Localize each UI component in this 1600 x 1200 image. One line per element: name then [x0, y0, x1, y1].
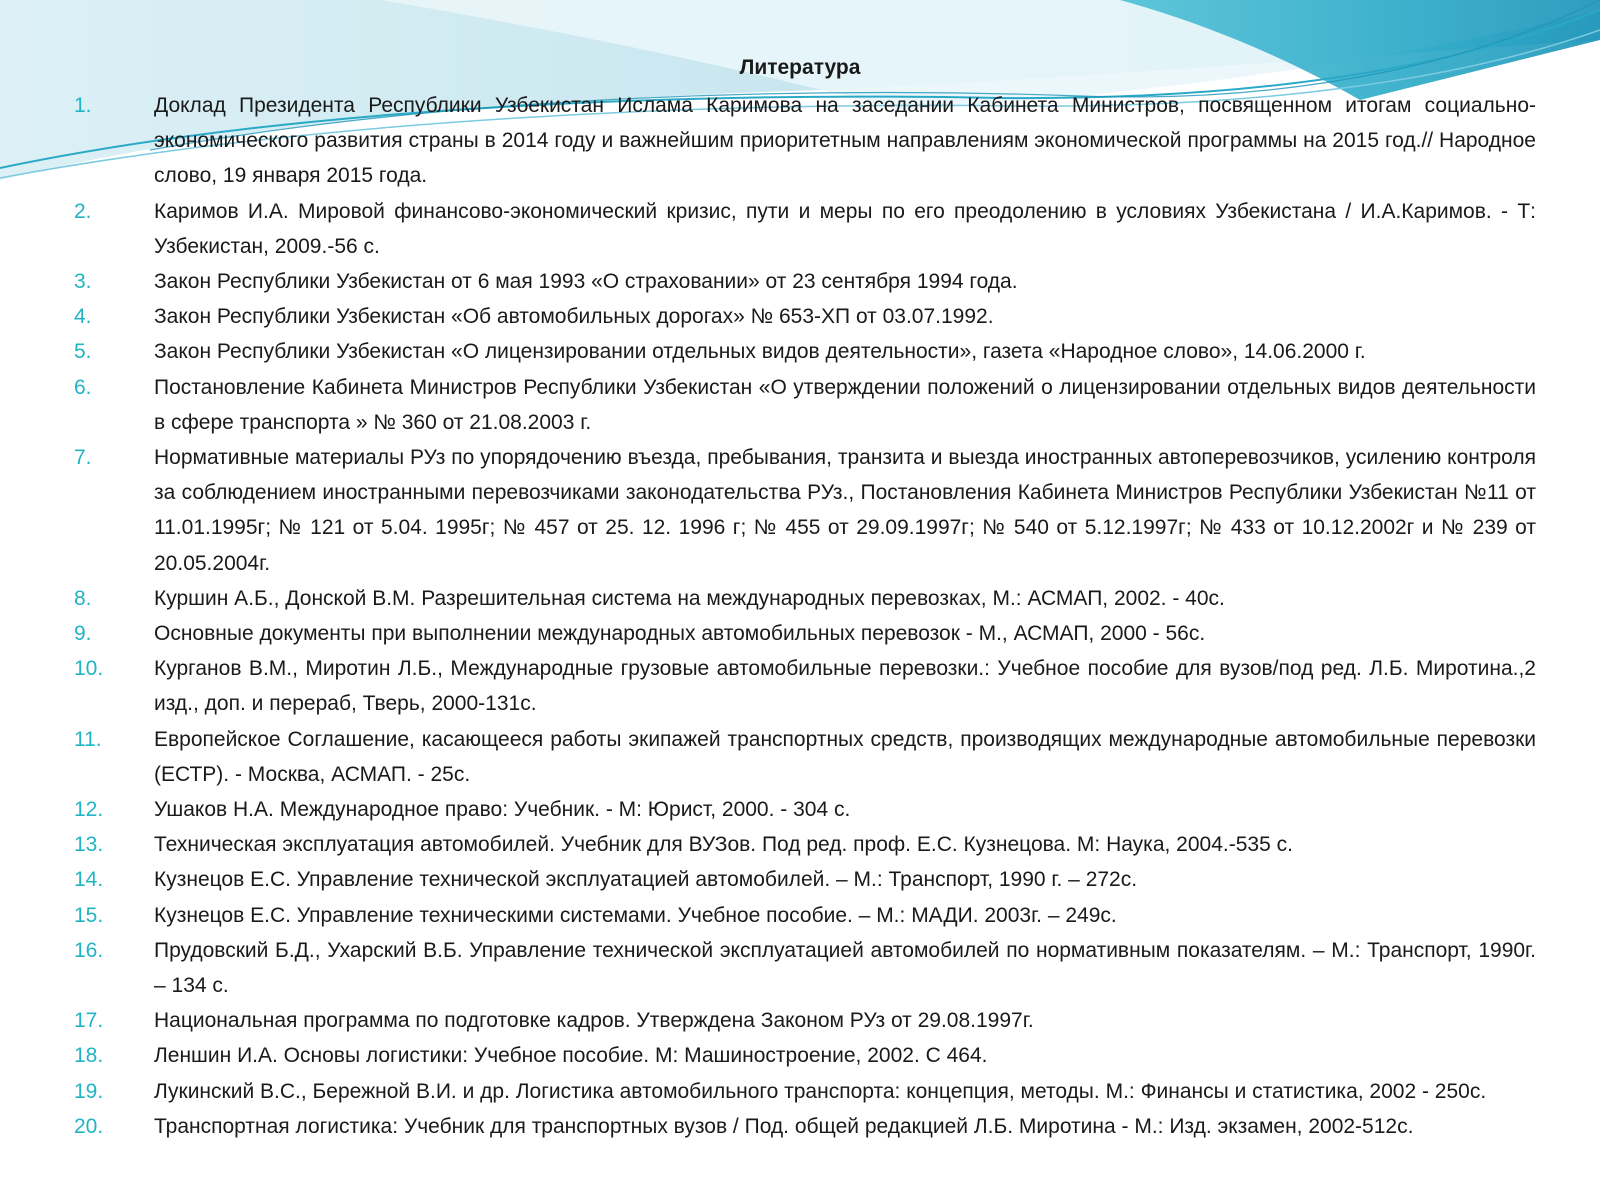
reference-number: 12.	[74, 798, 104, 822]
reference-text: Нормативные материалы РУз по упорядочению въезда, пребывания, транзита и выезда иностранных автоперевозчиков, усилению контроля за соблюдением иностранными перевозчиками законодательства РУз., Постановления Кабинета Министров Республики Узбекистан №11 от 11.01.1995г; № 121 от 5.04. 1995г; № 457 от 25. 12. 1996 г; № 455 от 29.09.1997г; № 540 от 5.12.1997г; № 433 от 10.12.2002г и № 239 от 20.05.2004г.	[154, 446, 1536, 575]
reference-item	[74, 651, 1536, 721]
reference-item	[74, 299, 1536, 334]
reference-item	[74, 1074, 1536, 1109]
reference-item	[74, 581, 1536, 616]
reference-item	[74, 194, 1536, 264]
reference-number: 9.	[74, 622, 92, 646]
reference-text: Национальная программа по подготовке кадров. Утверждена Законом РУз от 29.08.1997г.	[154, 1009, 1034, 1033]
reference-item	[74, 370, 1536, 440]
reference-text: Кузнецов Е.С. Управление технической эксплуатацией автомобилей. – М.: Транспорт, 1990 г. – 272с.	[154, 868, 1138, 892]
reference-text: Транспортная логистика: Учебник для транспортных вузов / Под. общей редакцией Л.Б. Миротина - М.: Изд. экзамен, 2002-512с.	[154, 1114, 1414, 1138]
reference-item	[74, 862, 1536, 897]
reference-text: Куршин А.Б., Донской В.М. Разрешительная система на международных перевозках, М.: АСМАП, 2002. - 40с.	[154, 586, 1225, 610]
reference-text: Леншин И.А. Основы логистики: Учебное пособие. М: Машиностроение, 2002. С 464.	[154, 1044, 988, 1068]
reference-number: 14.	[74, 868, 104, 892]
reference-item	[74, 1003, 1536, 1038]
reference-text: Ушаков Н.А. Международное право: Учебник. - М: Юрист, 2000. - 304 с.	[154, 798, 851, 822]
reference-text: Европейское Соглашение, касающееся работы экипажей транспортных средств, производящих международные автомобильные перевозки (ЕСТР). - Москва, АСМАП. - 25с.	[154, 727, 1536, 786]
reference-item	[74, 264, 1536, 299]
reference-text: Основные документы при выполнении международных автомобильных перевозок - М., АСМАП, 2000 - 56с.	[154, 622, 1206, 646]
reference-number: 11.	[74, 727, 102, 751]
reference-number: 4.	[74, 305, 92, 329]
reference-item	[74, 722, 1536, 792]
reference-text: Кузнецов Е.С. Управление техническими системами. Учебное пособие. – М.: МАДИ. 2003г. – 249с.	[154, 903, 1117, 927]
reference-number: 16.	[74, 938, 104, 962]
reference-text: Курганов В.М., Миротин Л.Б., Международные грузовые автомобильные перевозки.: Учебное пособие для вузов/под ред. Л.Б. Миротина.,2 изд., доп. и перераб, Тверь, 2000-131с.	[154, 657, 1536, 716]
reference-item	[74, 334, 1536, 369]
reference-number: 18.	[74, 1044, 104, 1068]
reference-item	[74, 933, 1536, 1003]
reference-text: Каримов И.А. Мировой финансово-экономический кризис, пути и меры по его преодолению в условиях Узбекистана / И.А.Каримов. - Т: Узбекистан, 2009.-56 с.	[154, 199, 1536, 258]
reference-item	[74, 1038, 1536, 1073]
reference-number: 13.	[74, 833, 104, 857]
reference-item	[74, 440, 1536, 581]
reference-text: Лукинский В.С., Бережной В.И. и др. Логистика автомобильного транспорта: концепция, методы. М.: Финансы и статистика, 2002 - 250с.	[154, 1079, 1487, 1103]
reference-item	[74, 827, 1536, 862]
reference-number: 19.	[74, 1079, 104, 1103]
reference-text: Постановление Кабинета Министров Республики Узбекистан «О утверждении положений о лицензировании отдельных видов деятельности в сфере транспорта » № 360 от 21.08.2003 г.	[154, 375, 1536, 434]
reference-number: 20.	[74, 1114, 104, 1138]
reference-number: 7.	[74, 446, 92, 470]
reference-number: 2.	[74, 199, 92, 223]
reference-item	[74, 88, 1536, 194]
reference-item	[74, 898, 1536, 933]
reference-number: 3.	[74, 270, 92, 294]
reference-item	[74, 616, 1536, 651]
reference-number: 6.	[74, 375, 92, 399]
reference-number: 1.	[74, 94, 92, 117]
reference-text: Закон Республики Узбекистан от 6 мая 1993 «О страховании» от 23 сентября 1994 года.	[154, 270, 1018, 294]
reference-number: 10.	[74, 657, 104, 681]
reference-number: 15.	[74, 903, 104, 927]
reference-number: 17.	[74, 1009, 104, 1033]
reference-item	[74, 792, 1536, 827]
reference-text: Закон Республики Узбекистан «Об автомобильных дорогах» № 653-ХП от 03.07.1992.	[154, 305, 994, 329]
reference-list	[74, 88, 1536, 1144]
reference-text: Техническая эксплуатация автомобилей. Учебник для ВУЗов. Под ред. проф. Е.С. Кузнецова. М: Наука, 2004.-535 с.	[154, 833, 1293, 857]
reference-item	[74, 1109, 1536, 1144]
reference-text: Доклад Президента Республики Узбекистан Ислама Каримова на заседании Кабинета Министров, посвященном итогам социально-экономического развития страны в 2014 году и важнейшим приоритетным направлениям экономической программы на 2015 год.// Народное слово, 19 января 2015 года.	[154, 94, 1536, 188]
page-title: Литература	[739, 56, 861, 79]
reference-number: 5.	[74, 340, 92, 364]
reference-text: Прудовский Б.Д., Ухарский В.Б. Управление технической эксплуатацией автомобилей по нормативным показателям. – М.: Транспорт, 1990г. – 134 с.	[154, 938, 1536, 998]
reference-text: Закон Республики Узбекистан «О лицензировании отдельных видов деятельности», газета «Народное слово», 14.06.2000 г.	[154, 340, 1366, 364]
reference-number: 8.	[74, 586, 92, 610]
